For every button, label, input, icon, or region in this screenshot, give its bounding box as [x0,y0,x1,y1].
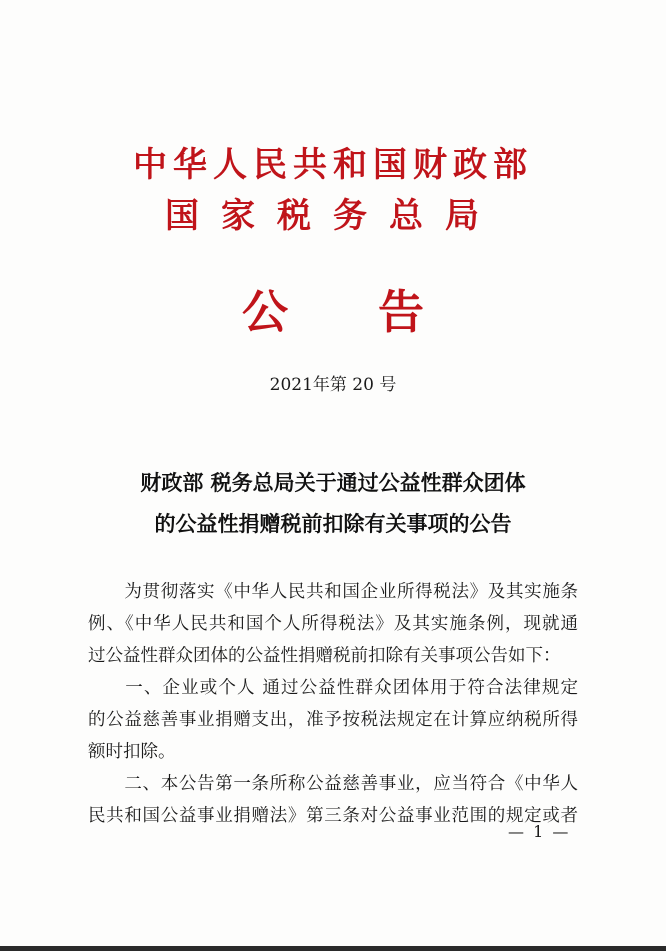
page-number: — 1 — [508,822,571,841]
page-bottom-edge [0,946,666,951]
body-line: 例、《中华人民共和国个人所得税法》及其实施条例，现就通 [88,614,578,634]
body-line: 为贯彻落实《中华人民共和国企业所得税法》及其实施条 [88,582,578,602]
body-line: 的公益慈善事业捐赠支出，准予按税法规定在计算应纳税所得 [88,710,578,730]
body-line: 过公益性群众团体的公益性捐赠税前扣除有关事项公告如下： [88,646,561,666]
issuer-ministry-of-finance: 中华人民共和国财政部 [133,145,533,185]
issuer-state-taxation-administration: 国家税务总局 [165,196,501,236]
document-title-line-1: 财政部 税务总局关于通过公益性群众团体 [140,471,526,495]
document-title-line-2: 的公益性捐赠税前扣除有关事项的公告 [154,512,512,536]
body-line: 一、企业或个人 通过公益性群众团体用于符合法律规定 [88,678,578,698]
body-line: 额时扣除。 [88,742,176,762]
body-line: 二、本公告第一条所称公益慈善事业，应当符合《中华人 [88,774,578,794]
body-line: 民共和国公益事业捐赠法》第三条对公益事业范围的规定或者 [88,806,578,826]
document-number: 2021年第 20 号 [269,375,397,395]
document-type-heading: 公告 [242,285,514,339]
